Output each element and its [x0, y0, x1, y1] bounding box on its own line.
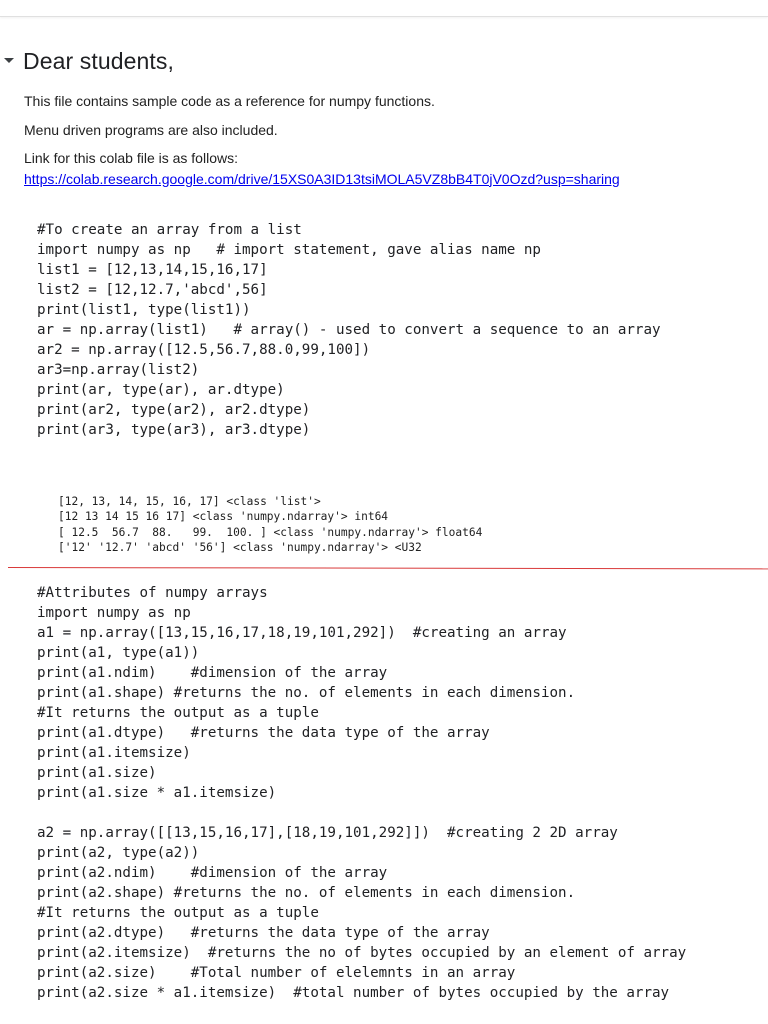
section-divider [8, 567, 768, 569]
code-line: list1 = [12,13,14,15,16,17] [37, 262, 268, 278]
code-line: print(a1.size * a1.itemsize) [37, 785, 277, 801]
intro-text-cell[interactable] [24, 90, 744, 189]
code-line: import numpy as np # import statement, gave alias name np [37, 242, 541, 258]
code-line: print(ar, type(ar), ar.dtype) [37, 382, 285, 398]
code-line: print(a1.dtype) #returns the data type of the array [37, 725, 490, 741]
code-line: print(ar2, type(ar2), ar2.dtype) [37, 402, 311, 418]
top-toolbar-edge [0, 0, 768, 17]
section-header [0, 44, 174, 78]
code-line: print(a1.ndim) #dimension of the array [37, 665, 388, 681]
code-line: import numpy as np [37, 605, 191, 621]
code-line: print(a1, type(a1)) [37, 645, 200, 661]
code-line: print(a2, type(a2)) [37, 845, 200, 861]
code-line: ar3=np.array(list2) [37, 362, 200, 378]
code-line: print(ar3, type(ar3), ar3.dtype) [37, 422, 311, 438]
code-line: print(a2.shape) #returns the no. of elements in each dimension. [37, 885, 576, 901]
code-line: [12, 13, 14, 15, 16, 17] <class 'list'> [58, 495, 321, 508]
code-line: ar = np.array(list1) # array() - used to convert a sequence to an array [37, 322, 661, 338]
code-line: print(a1.itemsize) [37, 745, 191, 761]
code-line: print(a2.size * a1.itemsize) #total number of bytes occupied by the array [37, 985, 670, 1001]
code-cell-array-attributes[interactable] [37, 583, 686, 1003]
code-line: #It returns the output as a tuple [37, 905, 319, 921]
code-line: print(a1.size) [37, 765, 157, 781]
code-line: [ 12.5 56.7 88. 99. 100. ] <class 'numpy.ndarray'> float64 [58, 525, 483, 539]
code-line: a1 = np.array([13,15,16,17,18,19,101,292]) #creating an array [37, 625, 567, 641]
code-line: print(list1, type(list1)) [37, 302, 251, 318]
code-line: print(a2.dtype) #returns the data type of the array [37, 925, 490, 941]
code-line: print(a2.ndim) #dimension of the array [37, 865, 388, 881]
code-line [37, 803, 686, 823]
intro-paragraph-3: Link for this colab file is as follows: [24, 150, 238, 166]
code-line: print(a1.shape) #returns the no. of elements in each dimension. [37, 685, 576, 701]
code-output-1 [58, 494, 482, 555]
code-line: print(a2.itemsize) #returns the no of bytes occupied by an element of array [37, 945, 687, 961]
code-line: [12 13 14 15 16 17] <class 'numpy.ndarray'> int64 [58, 510, 389, 524]
code-cell-create-array[interactable] [37, 220, 661, 440]
code-line: ['12' '12.7' 'abcd' '56'] <class 'numpy.ndarray'> <U32 [58, 540, 422, 554]
intro-paragraph-1: This file contains sample code as a reference for numpy functions. [24, 93, 435, 109]
colab-file-link[interactable]: https://colab.research.google.com/drive/15XS0A3ID13tsiMOLA5VZ8bB4T0jV0Ozd?usp=sharing [24, 170, 620, 187]
code-line: print(a2.size) #Total number of elelemnts in an array [37, 965, 516, 981]
code-line: #Attributes of numpy arrays [37, 585, 268, 601]
intro-paragraph-2: Menu driven programs are also included. [24, 121, 278, 138]
code-line: list2 = [12,12.7,'abcd',56] [37, 282, 268, 298]
code-line: a2 = np.array([[13,15,16,17],[18,19,101,292]]) #creating 2 2D array [37, 825, 618, 841]
code-line: #It returns the output as a tuple [37, 705, 319, 721]
code-line: ar2 = np.array([12.5,56.7,88.0,99,100]) [37, 342, 371, 358]
code-line: #To create an array from a list [37, 222, 302, 238]
caret-down-icon[interactable] [0, 50, 20, 72]
section-heading: Dear students, [23, 47, 174, 74]
